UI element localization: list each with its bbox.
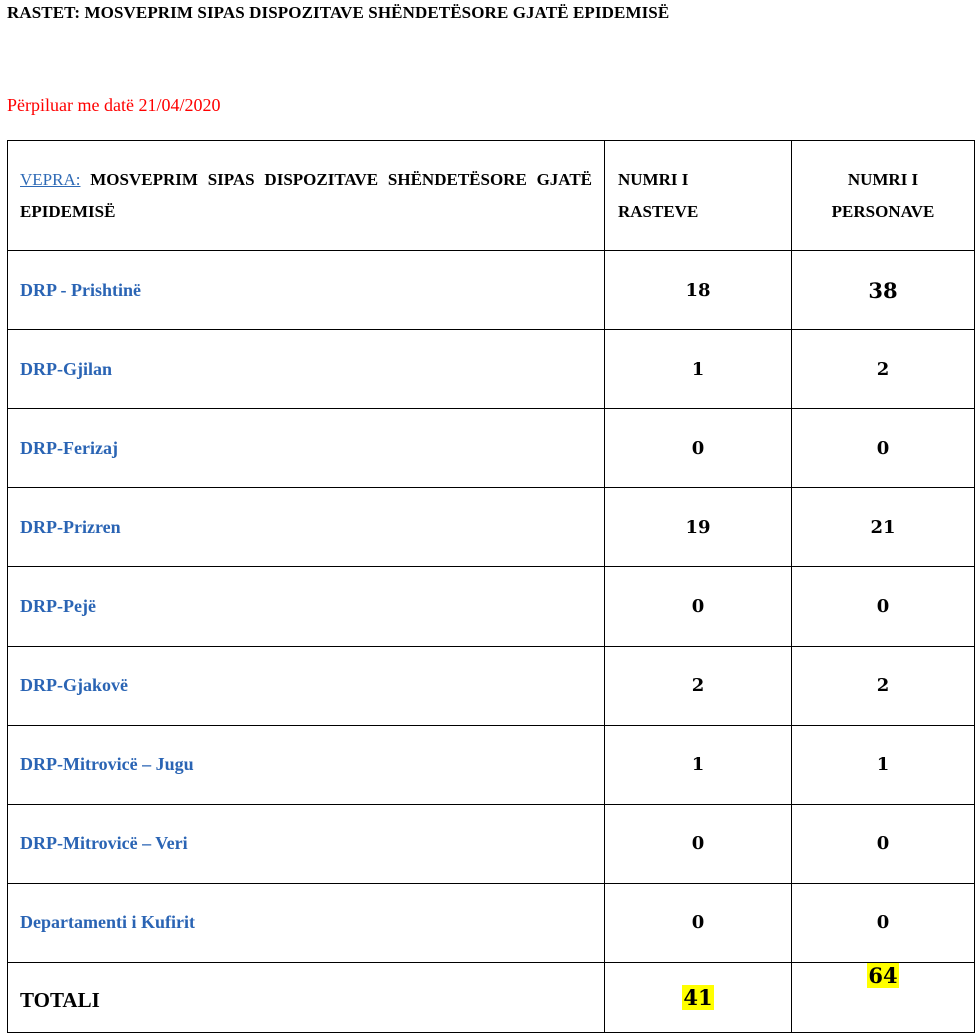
table-row xyxy=(8,804,975,883)
row-persons: 0 xyxy=(792,567,975,646)
header-persons-line1: NUMRI I xyxy=(847,169,919,189)
row-persons: 0 xyxy=(792,409,975,488)
header-persons xyxy=(792,141,975,251)
row-name: DRP-Gjakovë xyxy=(8,646,605,725)
row-name: Departamenti i Kufirit xyxy=(8,883,605,962)
row-name: DRP-Mitrovicë – Veri xyxy=(8,804,605,883)
row-name: DRP-Gjilan xyxy=(8,330,605,409)
row-persons: 38 xyxy=(792,251,975,330)
row-cases: 0 xyxy=(605,409,792,488)
compiled-date: Përpiluar me datë 21/04/2020 xyxy=(7,95,221,115)
total-persons-value: 64 xyxy=(868,962,898,988)
row-cases: 1 xyxy=(605,330,792,409)
row-cases: 1 xyxy=(605,725,792,804)
total-label: TOTALI xyxy=(8,962,605,1032)
table-header-row xyxy=(8,141,975,251)
row-cases: 0 xyxy=(605,804,792,883)
total-row xyxy=(8,962,975,1032)
total-cases xyxy=(605,962,792,1032)
row-persons: 21 xyxy=(792,488,975,567)
table-row xyxy=(8,725,975,804)
header-cases-line2: RASTEVE xyxy=(618,201,699,221)
table-row xyxy=(8,251,975,330)
document-title: RASTET: MOSVEPRIM SIPAS DISPOZITAVE SHËNDETËSORE GJATË EPIDEMISË xyxy=(7,3,670,22)
total-cases-value: 41 xyxy=(683,984,713,1010)
total-persons xyxy=(792,962,975,1032)
row-name: DRP-Pejë xyxy=(8,567,605,646)
header-cases xyxy=(605,141,792,251)
header-offense xyxy=(8,141,605,251)
row-persons: 2 xyxy=(792,330,975,409)
header-offense-text: MOSVEPRIM SIPAS DISPOZITAVE SHËNDETËSORE GJATË EPIDEMISË xyxy=(20,169,592,221)
cases-table xyxy=(7,140,975,1033)
row-persons: 0 xyxy=(792,883,975,962)
row-cases: 2 xyxy=(605,646,792,725)
header-cases-line1: NUMRI I xyxy=(618,169,689,189)
table-row xyxy=(8,330,975,409)
row-name: DRP-Ferizaj xyxy=(8,409,605,488)
row-persons: 2 xyxy=(792,646,975,725)
table-row xyxy=(8,567,975,646)
row-persons: 1 xyxy=(792,725,975,804)
row-name: DRP - Prishtinë xyxy=(8,251,605,330)
row-name: DRP-Prizren xyxy=(8,488,605,567)
row-cases: 18 xyxy=(605,251,792,330)
table-row xyxy=(8,409,975,488)
table-row xyxy=(8,646,975,725)
row-name: DRP-Mitrovicë – Jugu xyxy=(8,725,605,804)
table-row xyxy=(8,488,975,567)
row-cases: 0 xyxy=(605,567,792,646)
row-persons: 0 xyxy=(792,804,975,883)
row-cases: 19 xyxy=(605,488,792,567)
vepra-link[interactable]: VEPRA: xyxy=(20,169,81,189)
header-persons-line2: PERSONAVE xyxy=(831,201,935,221)
row-cases: 0 xyxy=(605,883,792,962)
table-row xyxy=(8,883,975,962)
